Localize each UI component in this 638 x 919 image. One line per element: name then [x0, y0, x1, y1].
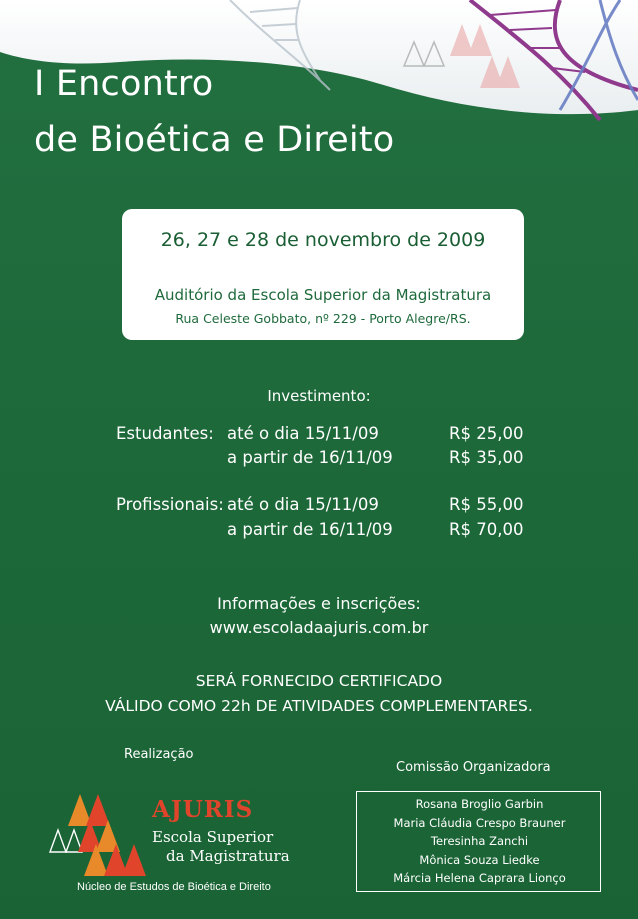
price-value: R$ 25,00 — [449, 424, 524, 443]
title-line-2: de Bioética e Direito — [34, 120, 395, 160]
registration-url: www.escoladaajuris.com.br — [209, 618, 429, 637]
realizacao-label: Realização — [124, 747, 194, 762]
committee-member: Rosana Broglio Garbin — [415, 797, 544, 811]
committee-member: Mônica Souza Liedke — [419, 853, 540, 867]
event-dates: 26, 27 e 28 de novembro de 2009 — [160, 229, 486, 251]
ajuris-subtitle-1: Escola Superior — [152, 828, 274, 846]
ajuris-logo-icon — [48, 790, 160, 876]
event-venue: Auditório da Escola Superior da Magistratura — [154, 286, 492, 304]
committee-title: Comissão Organizadora — [396, 760, 551, 775]
pricing-title: Investimento: — [267, 387, 371, 405]
event-info-box — [122, 209, 524, 340]
committee-member: Márcia Helena Caprara Lionço — [393, 871, 566, 885]
certificate-line-1: SERÁ FORNECIDO CERTIFICADO — [195, 672, 443, 690]
title-line-1: I Encontro — [34, 64, 214, 104]
nucleo-label: Núcleo de Estudos de Bioética e Direito — [77, 881, 271, 893]
price-period: a partir de 16/11/09 — [227, 520, 393, 539]
price-value: R$ 70,00 — [449, 520, 524, 539]
price-category: Estudantes: — [116, 424, 214, 443]
committee-member: Maria Cláudia Crespo Brauner — [393, 816, 566, 830]
price-value: R$ 55,00 — [449, 495, 524, 514]
price-period: até o dia 15/11/09 — [227, 495, 379, 514]
committee-box — [356, 791, 601, 892]
price-period: a partir de 16/11/09 — [227, 448, 393, 467]
price-period: até o dia 15/11/09 — [227, 424, 379, 443]
info-label: Informações e inscrições: — [217, 594, 421, 613]
certificate-line-2: VÁLIDO COMO 22h DE ATIVIDADES COMPLEMENTARES. — [105, 697, 533, 715]
price-category: Profissionais: — [116, 495, 224, 514]
committee-member: Teresinha Zanchi — [430, 834, 529, 848]
price-value: R$ 35,00 — [449, 448, 524, 467]
ajuris-subtitle-2: da Magistratura — [166, 847, 290, 865]
event-title — [34, 56, 394, 168]
event-address: Rua Celeste Gobbato, nº 229 - Porto Alegre/RS. — [175, 311, 471, 326]
ajuris-name: AJURIS — [152, 796, 254, 823]
